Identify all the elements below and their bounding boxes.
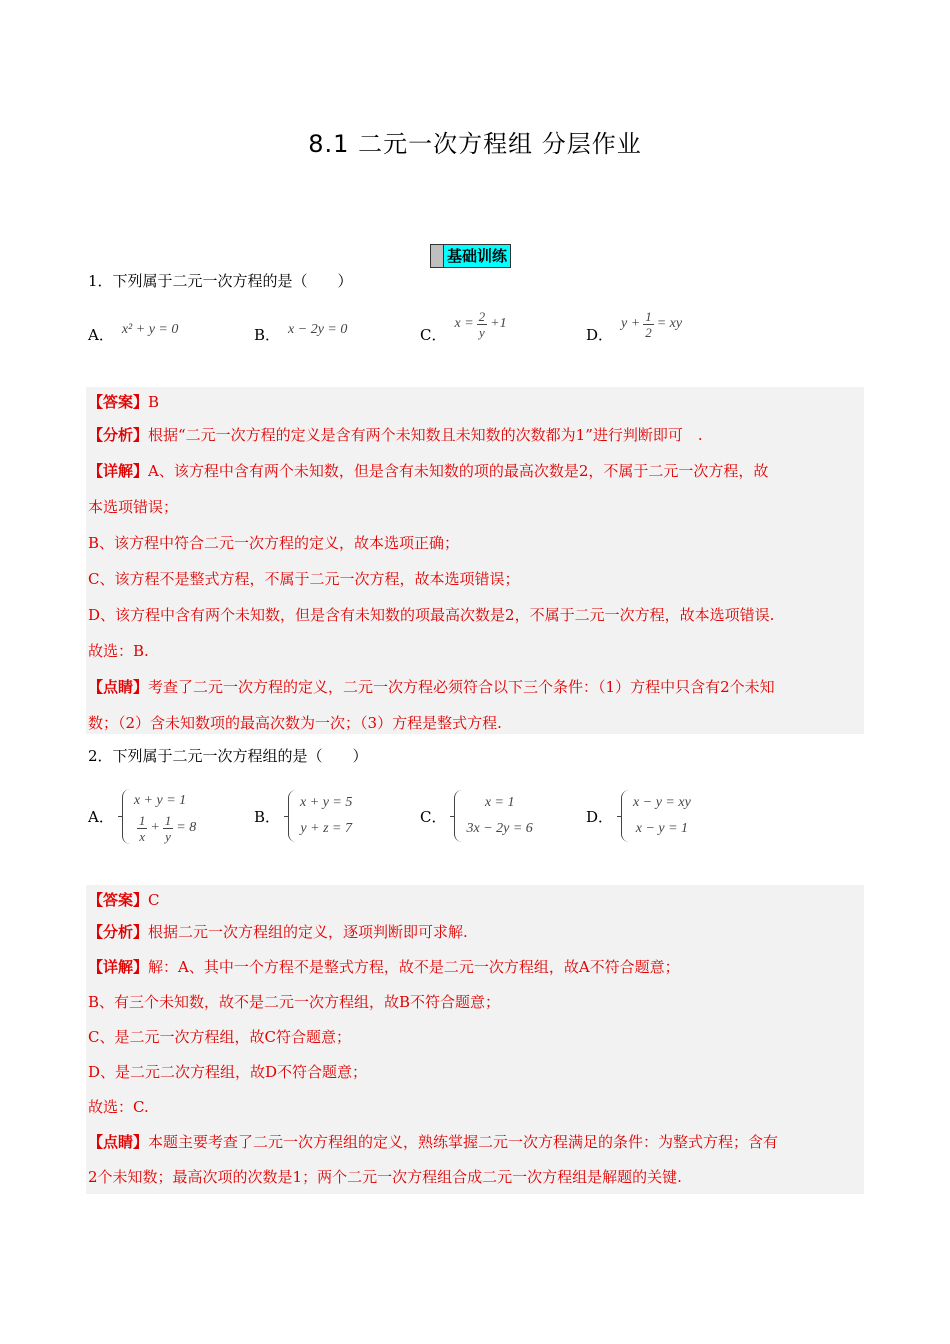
q1-option-d [586,308,752,356]
section-label-box [430,244,511,268]
q1-analysis-line [86,417,864,453]
q1-c-lhs: x = [454,316,474,331]
q2-b-lines [300,790,352,842]
q2-a-brace [122,789,130,844]
q1-answer-line [86,387,864,417]
q2-detail-line-4: D、是二元二次方程组，故D不符合题意； [88,1063,368,1081]
question-1-options [88,308,868,356]
q2-analysis-tag: 【分析】 [88,923,149,941]
q2-a-fraction-1 [137,813,148,844]
q2-a-line-1: x + y = 1 [133,792,187,808]
q2-option-c-math [454,790,532,842]
q2-a-plus: + [150,820,160,835]
q2-answer-line [86,885,864,915]
q1-option-c [420,308,586,356]
q2-detail-line-2: B、有三个未知数，故不是二元一次方程组，故B不符合题意； [88,993,501,1011]
q1-option-d-math [621,309,682,340]
q2-b-line-2: y + z = 7 [300,821,352,836]
q2-option-a-math [122,789,196,844]
q1-option-c-math [454,309,506,340]
q2-d-line-2: x − y = 1 [635,821,689,836]
q1-c-denominator: y [479,324,485,340]
q1-c-fraction [477,309,488,340]
q1-d-lhs: y + [621,316,641,331]
q2-analysis-line [86,915,864,950]
q1-d-denominator: 2 [645,324,652,340]
question-2-solution [86,885,864,1194]
q2-d-lines [633,790,691,842]
q1-option-c-label: C． [420,325,447,344]
q1-c-numerator: 2 [478,308,486,324]
q1-option-a [88,312,254,356]
q1-option-b-label: B． [254,325,281,344]
q2-option-c-label: C． [420,807,447,826]
q2-option-a [88,778,254,854]
q1-detail-tag: 【详解】 [88,462,149,480]
section-label: 基础训练 [444,245,510,267]
q2-c-brace [454,790,462,842]
q2-comment-line-2: 2个未知数；最高次项的次数是1；两个二元一次方程组合成二元一次方程组是解题的关键. [88,1168,682,1186]
q2-option-d-label: D． [586,807,614,826]
q1-d-fraction [643,309,654,340]
q1-detail-line-4: C、该方程不是整式方程，不属于二元一次方程，故本选项错误； [88,570,520,588]
q1-d-numerator: 1 [645,308,652,324]
q2-comment-line-1 [86,1125,864,1160]
q2-b-brace [288,790,296,842]
q2-option-d-math [621,790,691,842]
q2-detail-tag: 【详解】 [88,958,149,976]
q2-comment-1: 本题主要考查了二元一次方程组的定义，熟练掌握二元一次方程满足的条件：为整式方程；含有 [148,1133,779,1151]
q1-option-b-math: x − 2y = 0 [288,322,348,337]
q1-comment-line-1 [86,669,864,705]
q2-a-lines [134,789,196,844]
q1-comment-1: 考查了二元一次方程的定义，二元一次方程必须符合以下三个条件：（1）方程中只含有2个未知 [148,678,775,696]
q2-option-b-math [288,790,352,842]
q2-a-denominator-2: y [165,828,171,844]
q1-detail-line-3: B、该方程中符合二元一次方程的定义，故本选项正确； [88,534,460,552]
q2-option-d [586,778,752,854]
q1-comment-line-2: 数；（2）含未知数项的最高次数为一次；（3）方程是整式方程. [88,714,502,732]
q2-a-numerator-1: 1 [138,812,146,828]
q1-analysis-tag: 【分析】 [88,426,149,444]
q2-option-a-label: A． [88,807,114,826]
q1-option-a-math: x² + y = 0 [121,322,179,337]
q2-option-b-label: B． [254,807,281,826]
q2-comment-tag: 【点睛】 [88,1133,149,1151]
q2-c-line-1: x = 1 [484,795,515,810]
q2-a-rhs: = 8 [176,820,197,835]
q2-d-brace [621,790,629,842]
section-label-marker [431,245,444,267]
q1-detail-line-5: D、该方程中含有两个未知数，但是含有未知数的项最高次数是2，不属于二元一次方程，故本选项错误. [88,606,775,624]
q2-analysis: 根据二元一次方程组的定义，逐项判断即可求解. [148,923,468,941]
q2-option-b [254,778,420,854]
q2-detail-line-5: 故选：C. [88,1098,149,1116]
page-title: 8.1 二元一次方程组 分层作业 [308,130,642,158]
q1-option-a-label: A． [88,325,114,344]
q1-option-b [254,312,420,356]
q1-d-rhs: = xy [656,316,683,331]
q2-a-denominator-1: x [139,828,145,844]
q2-b-line-1: x + y = 5 [300,795,353,810]
q1-detail-line-6: 故选：B. [88,642,149,660]
q1-answer: B [148,393,160,411]
q2-answer-tag: 【答案】 [88,891,149,909]
q1-comment-tag: 【点睛】 [88,678,149,696]
q1-detail-line-2: 本选项错误； [88,498,179,516]
question-2-stem: 2．下列属于二元一次方程组的是（ ） [88,747,368,765]
q2-c-line-2: 3x − 2y = 6 [466,821,533,836]
q2-a-fraction-2 [163,813,174,844]
q2-detail-line-1 [86,950,864,985]
q1-answer-tag: 【答案】 [88,393,149,411]
q1-c-rhs: +1 [490,316,507,331]
q1-detail-line-1 [86,453,864,489]
q2-detail-line-3: C、是二元一次方程组，故C符合题意； [88,1028,351,1046]
q1-option-d-label: D． [586,325,614,344]
q2-d-line-1: x − y = xy [633,795,691,810]
q2-detail-1: 解：A、其中一个方程不是整式方程，故不是二元一次方程组，故A不符合题意； [148,958,680,976]
question-2-options [88,778,868,854]
q1-analysis: 根据“二元一次方程的定义是含有两个未知数且未知数的次数都为1”进行判断即可 . [148,426,703,444]
q1-detail-1: A、该方程中含有两个未知数，但是含有未知数的项的最高次数是2，不属于二元一次方程，故 [148,462,769,480]
q2-option-c [420,778,586,854]
q2-a-line-2 [134,813,196,844]
question-1-solution [86,387,864,734]
q2-c-lines [466,790,532,842]
question-1-stem: 1．下列属于二元一次方程的是（ ） [88,272,353,290]
q2-answer: C [148,891,160,909]
q2-a-numerator-2: 1 [164,812,172,828]
